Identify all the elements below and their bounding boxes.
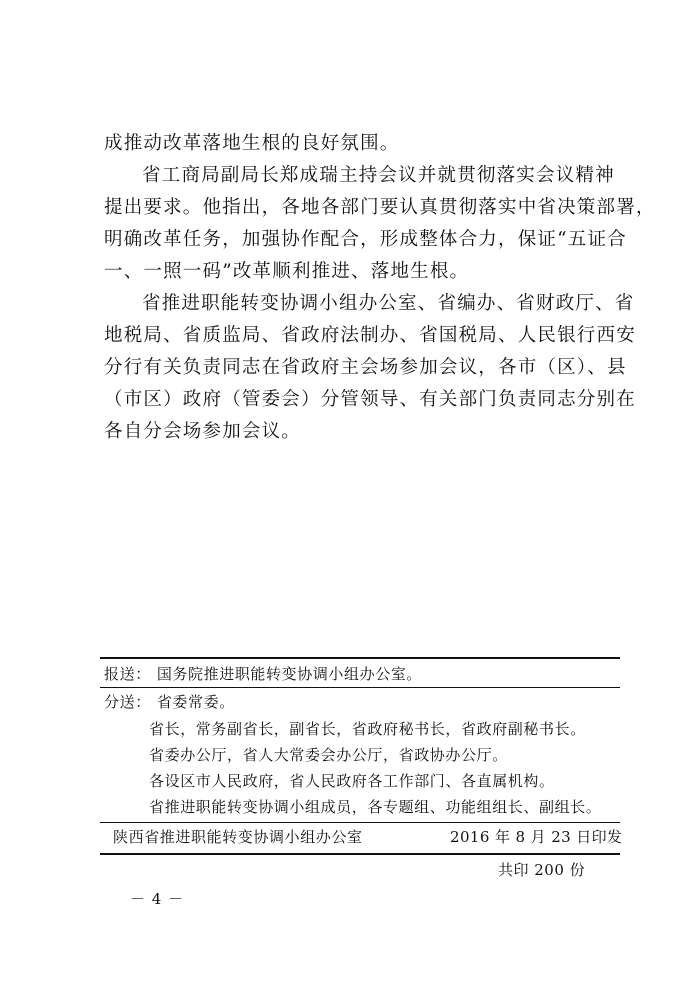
issue-date: 2016 年 8 月 23 日印发 [450,828,623,846]
paragraph-2-line-1: 省工商局副局长郑成瑞主持会议并就贯彻落实会议精神 [142,165,615,186]
report-to-row [104,662,422,686]
body-text [104,128,656,448]
copy-recipients-3: 省委办公厅，省人大常委会办公厅，省政协办公厅。 [149,746,508,764]
copy-label: 分送： [104,693,151,711]
paragraph-3-line-4: （市区）政府（管委会）分管领导、有关部门负责同志分别在 [104,389,636,410]
copy-recipients-2: 省长，常务副省长，副省长，省政府秘书长，省政府副秘书长。 [149,720,586,738]
paragraph-2-line-4: 一、一照一码”改革顺利推进、落地生根。 [104,261,470,282]
imprint-bottom-rule [100,853,620,855]
distribution-top-rule [100,657,620,659]
paragraph-3-line-2: 地税局、省质监局、省政府法制办、省国税局、人民银行西安 [104,325,636,346]
report-label: 报送： [104,665,151,683]
paragraph-1-line-1: 成推动改革落地生根的良好氛围。 [104,133,400,154]
paragraph-3-line-1: 省推进职能转变协调小组办公室、省编办、省财政厅、省 [142,293,635,314]
copy-recipients-4: 各设区市人民政府，省人民政府各工作部门、各直属机构。 [149,772,555,790]
copy-recipients-1: 省委常委。 [156,693,235,711]
issuer-name: 陕西省推进职能转变协调小组办公室 [113,828,363,846]
distribution-separator-rule [100,687,620,688]
page-number: － 4 － [130,890,185,908]
print-copies: 共印 200 份 [498,861,586,879]
paragraph-3-line-3: 分行有关负责同志在省政府主会场参加会议，各市（区）、县 [104,357,627,378]
imprint-top-rule [100,822,620,823]
paragraph-2-line-2: 提出要求。他指出，各地各部门要认真贯彻落实中省决策部署， [104,197,656,218]
copy-recipients-5: 省推进职能转变协调小组成员，各专题组、功能组组长、副组长。 [149,798,602,816]
paragraph-2-line-3: 明确改革任务，加强协作配合，形成整体合力，保证“五证合 [104,229,627,250]
paragraph-3-line-5: 各自分会场参加会议。 [104,421,302,442]
copy-to-row [104,690,235,714]
report-recipients: 国务院推进职能转变协调小组办公室。 [156,665,423,683]
